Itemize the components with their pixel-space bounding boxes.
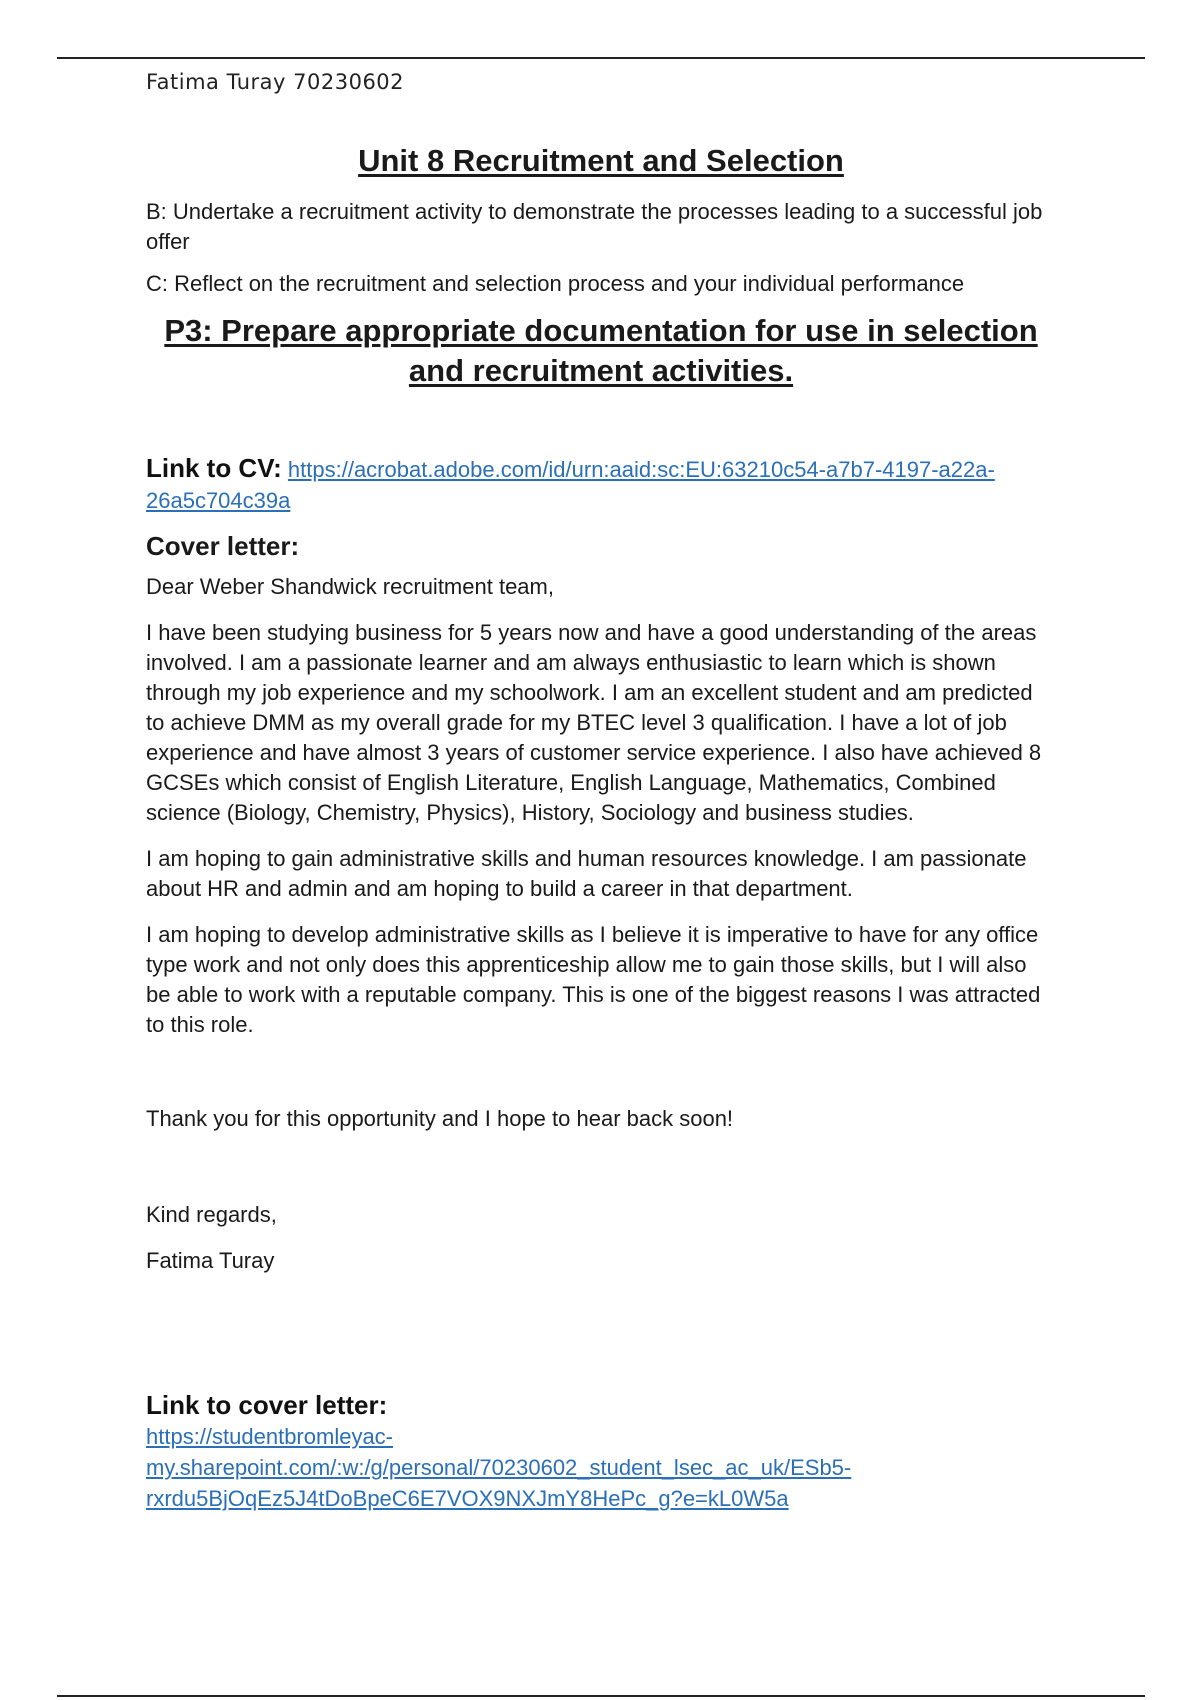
letter-salutation: Dear Weber Shandwick recruitment team, — [146, 574, 554, 600]
document-body — [146, 142, 1056, 1514]
task-title: P3: Prepare appropriate documentation for use in selection and recruitment activities. — [164, 313, 1038, 389]
cv-link-block — [146, 453, 1056, 516]
cover-letter-link[interactable]: https://studentbromleyac-my.sharepoint.com/:w:/g/personal/70230602_student_lsec_ac_uk/ESb5-rxrdu5BjOqEz5J4tDoBpeC6E7VOX9NXJmY8HePc_g?e=kL0W5a — [146, 1424, 852, 1512]
objectives — [146, 197, 1056, 299]
unit-title: Unit 8 Recruitment and Selection — [358, 143, 844, 178]
letter-paragraph-3: I am hoping to develop administrative skills as I believe it is imperative to have for any office type work and not only does this apprenticeship allow me to gain those skills, but I will also be able to work with a reputable company. This is one of the biggest reasons I was attracted to this role. — [146, 922, 1041, 1038]
objective-b: B: Undertake a recruitment activity to demonstrate the processes leading to a successful job offer — [146, 199, 1043, 255]
letter-closing: Kind regards, — [146, 1202, 277, 1228]
bottom-divider — [57, 1695, 1145, 1697]
letter-paragraph-2: I am hoping to gain administrative skills and human resources knowledge. I am passionate about HR and admin and am hoping to build a career in that department. — [146, 846, 1027, 902]
letter-signature: Fatima Turay — [146, 1248, 275, 1274]
cv-link[interactable]: https://acrobat.adobe.com/id/urn:aaid:sc:EU:63210c54-a7b7-4197-a22a-26a5c704c39a — [146, 457, 995, 514]
objective-c: C: Reflect on the recruitment and selection process and your individual performance — [146, 271, 965, 297]
top-divider — [57, 57, 1145, 59]
cover-letter-link-block — [146, 1390, 1056, 1514]
student-id-header: Fatima Turay 70230602 — [146, 70, 405, 94]
cv-link-label: Link to CV: — [146, 453, 282, 484]
letter-paragraph-1: I have been studying business for 5 years now and have a good understanding of the areas involved. I am a passionate learner and am always enthusiastic to learn which is shown through my job experience and my schoolwork. I am an excellent student and am predicted to achieve DMM as my overall grade for my BTEC level 3 qualification. I have a lot of job experience and have almost 3 years of customer service experience. I also have achieved 8 GCSEs which consist of English Literature, English Language, Mathematics, Combined science (Biology, Chemistry, Physics), History, Sociology and business studies. — [146, 620, 1042, 826]
cover-letter-link-label: Link to cover letter: — [146, 1390, 388, 1421]
cover-letter-heading: Cover letter: — [146, 531, 300, 562]
letter-thanks: Thank you for this opportunity and I hope to hear back soon! — [146, 1106, 734, 1132]
cover-letter — [146, 572, 1056, 1276]
